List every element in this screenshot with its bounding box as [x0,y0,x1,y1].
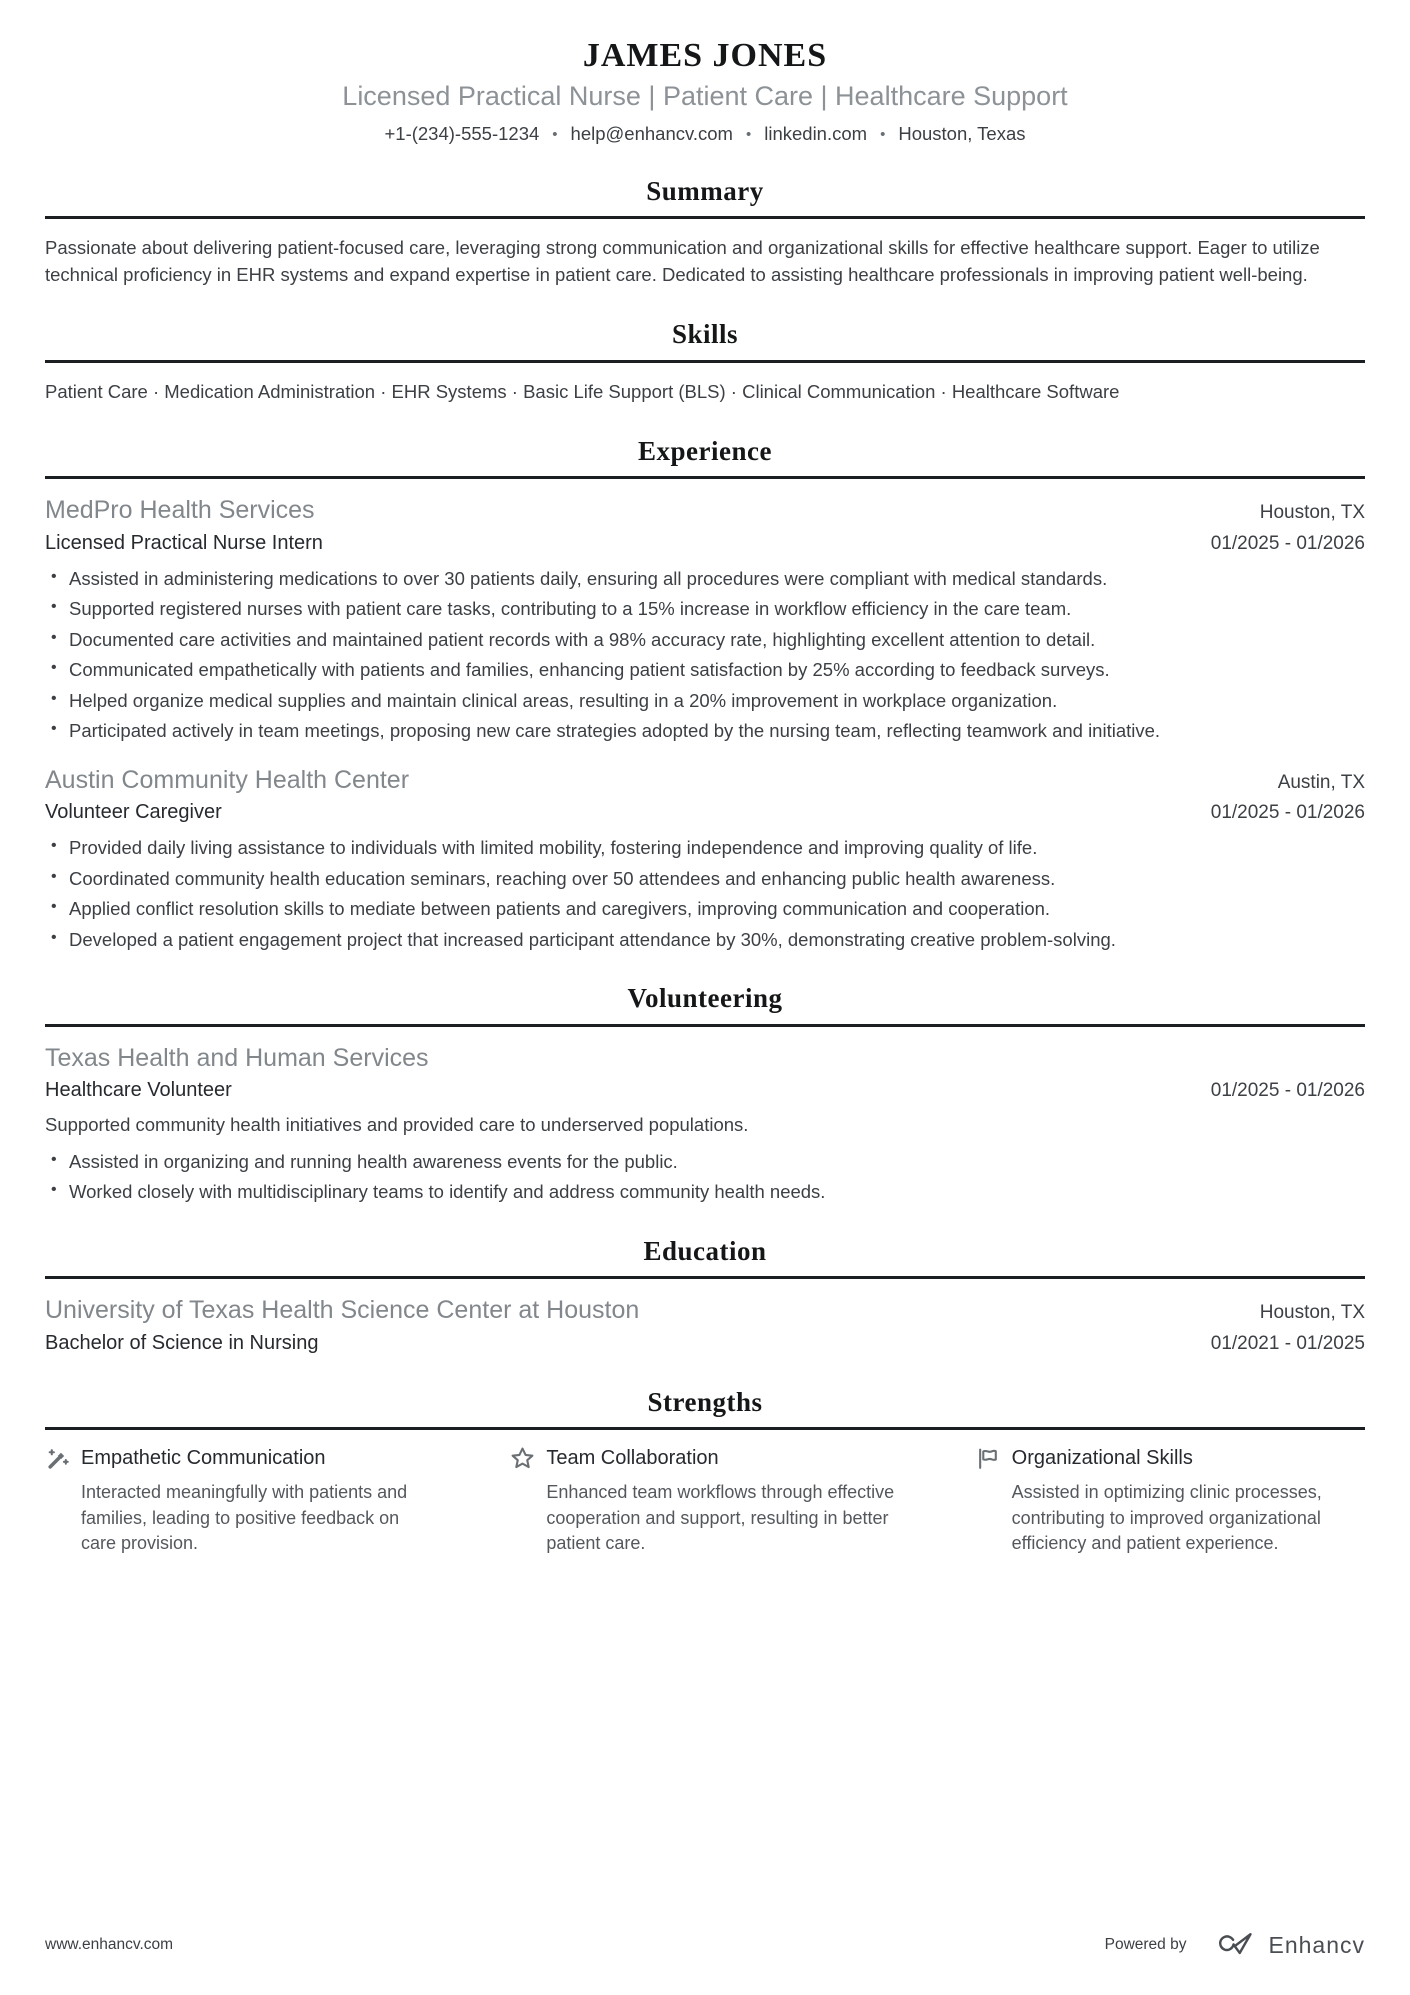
strength-item [976,1446,1365,1557]
strength-name: Team Collaboration [546,1447,719,1470]
summary-title: Summary [646,175,764,206]
job-role: Licensed Practical Nurse Intern [45,531,323,554]
skills-list: Patient Care · Medication Administration · EHR Systems · Basic Life Support (BLS) · Clinical Communication · Healthcare Software [45,380,1120,402]
contact-linkedin: • linkedin.com [733,123,867,145]
job-dates: 01/2025 - 01/2026 [1210,802,1365,824]
strength-description: Enhanced team workflows through effective cooperation and support, resulting in better patient care. [546,1482,895,1554]
resume-header [45,36,1365,145]
job-dates: 01/2025 - 01/2026 [1210,532,1365,554]
strength-name: Empathetic Communication [81,1447,326,1470]
volunteer-bullets [45,1149,1365,1205]
strength-name: Organizational Skills [1011,1447,1193,1470]
contact-line [45,123,1365,145]
education-dates: 01/2021 - 01/2025 [1210,1332,1365,1354]
brand-name: Enhancv [1268,1931,1365,1958]
section-divider [45,1024,1365,1027]
section-divider [45,1427,1365,1430]
bullet-item: • Provided daily living assistance to individuals with limited mobility, fostering independence and improving quality of life. [45,835,1365,861]
skills-title: Skills [671,319,739,350]
company-name: Austin Community Health Center [45,765,410,794]
bullet-item: • Participated actively in team meetings, proposing new care strategies adopted by the nursing team, reflecting teamwork and initiative. [45,718,1365,744]
footer-website: www.enhancv.com [45,1936,174,1953]
volunteering-entry [45,1042,1365,1205]
bullet-item: • Coordinated community health education seminars, reaching over 50 attendees and enhancing public health awareness. [45,866,1365,892]
school-name: University of Texas Health Science Center at Houston [45,1296,640,1325]
degree-name: Bachelor of Science in Nursing [45,1331,319,1354]
page-footer [45,1930,1365,1960]
section-summary [45,175,1365,288]
education-entry [45,1294,1365,1356]
section-divider [45,476,1365,479]
candidate-headline: Licensed Practical Nurse | Patient Care | Healthcare Support [342,81,1068,112]
volunteer-dates: 01/2025 - 01/2026 [1210,1080,1365,1102]
bullet-item: • Documented care activities and maintained patient records with a 98% accuracy rate, highlighting excellent attention to detail. [45,627,1365,653]
contact-email: • help@enhancv.com [539,123,733,145]
bullet-item: • Supported registered nurses with patient care tasks, contributing to a 15% increase in workflow efficiency in the care team. [45,596,1365,622]
flag-icon [976,1446,1001,1471]
strength-description: Assisted in optimizing clinic processes, contributing to improved organizational efficiency and patient experience. [1011,1482,1322,1554]
job-bullets [45,566,1365,744]
experience-title: Experience [638,435,772,466]
bullet-item: • Helped organize medical supplies and maintain clinical areas, resulting in a 20% improvement in workplace organization. [45,688,1365,714]
volunteer-description: Supported community health initiatives and provided care to underserved populations. [45,1114,749,1136]
bullet-item: • Applied conflict resolution skills to mediate between patients and caregivers, improving communication and cooperation. [45,896,1365,922]
bullet-item: • Communicated empathetically with patients and families, enhancing patient satisfaction by 25% according to feedback surveys. [45,657,1365,683]
section-divider [45,1276,1365,1279]
org-name: Texas Health and Human Services [45,1043,429,1072]
education-title: Education [643,1235,767,1266]
volunteering-title: Volunteering [627,983,783,1014]
job-bullets [45,835,1365,952]
strengths-title: Strengths [647,1386,763,1417]
enhancv-logo-icon [1212,1930,1258,1960]
section-experience [45,435,1365,953]
experience-entry [45,764,1365,953]
strengths-grid [45,1446,1365,1557]
bullet-item: • Developed a patient engagement project that increased participant attendance by 30%, demonstrating creative problem-solving. [45,927,1365,953]
school-location: Houston, TX [1259,1302,1365,1324]
section-volunteering [45,982,1365,1205]
company-name: MedPro Health Services [45,496,315,525]
bullet-item: • Worked closely with multidisciplinary teams to identify and address community health needs. [45,1179,1365,1205]
section-strengths [45,1386,1365,1557]
contact-phone: +1-(234)-555-1234 [384,122,540,144]
job-location: Houston, TX [1259,502,1365,524]
strength-description: Interacted meaningfully with patients and families, leading to positive feedback on care provision. [81,1482,408,1554]
summary-text: Passionate about delivering patient-focused care, leveraging strong communication and organizational skills for effective healthcare support. Eager to utilize technical proficiency in EHR systems and expand expertise in patient care. Dedicated to assisting healthcare professionals in improving patient well-being. [45,237,1320,286]
section-education [45,1235,1365,1356]
section-skills [45,318,1365,404]
section-divider [45,360,1365,363]
strength-item [45,1446,434,1557]
magic-wand-icon [45,1446,70,1471]
bullet-item: • Assisted in organizing and running health awareness events for the public. [45,1149,1365,1175]
volunteer-role: Healthcare Volunteer [45,1079,232,1102]
bullet-item: • Assisted in administering medications to over 30 patients daily, ensuring all procedures were compliant with medical standards. [45,566,1365,592]
job-location: Austin, TX [1277,771,1365,793]
star-icon [510,1446,535,1471]
candidate-name: JAMES JONES [582,37,828,74]
strength-item [510,1446,899,1557]
job-role: Volunteer Caregiver [45,801,222,824]
contact-location: • Houston, Texas [867,123,1025,145]
powered-by-label: Powered by [1104,1936,1187,1953]
section-divider [45,216,1365,219]
experience-entry [45,494,1365,744]
footer-brand [1105,1930,1365,1960]
